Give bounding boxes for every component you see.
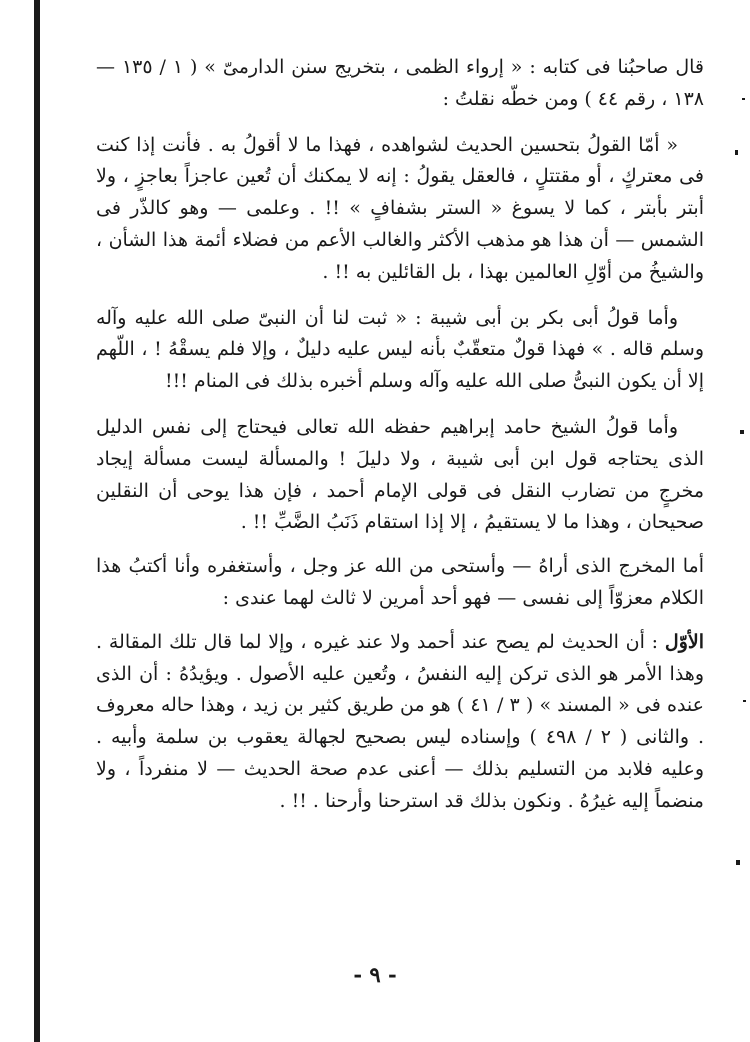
margin-mark	[740, 430, 744, 434]
margin-mark	[735, 150, 738, 155]
paragraph-quote: « أمّا القولُ بتحسين الحديث لشواهده ، فهذا ما لا أقولُ به . فأنت إذا كنت فى معتركٍ ، أو مقتتلٍ ، فالعقل يقولُ : إنه لا يمكنك أن تُعين عاجزاً بعاجزٍ ، ولا أبتر بأبتر ، كما لا يسوغ « الستر بشفافٍ » !! . وعلمى — وهو كالذّر فى الشمس — أن هذا هو مذهب الأكثر والغالب الأعم من فضلاء أئمة هذا الشأن ، والشيخُ من أوّلِ العالمين بهذا ، بل القائلين به !! .	[96, 133, 704, 283]
paragraph-ibn-abi-shaybah: وأما قولُ أبى بكر بن أبى شيبة : « ثبت لنا أن النبىّ صلى الله عليه وآله وسلم قاله . » فهذا قولٌ متعقّبٌ بأنه ليس عليه دليلٌ ، وإلا فلم يسقْهُ ! ، اللّهم إلا أن يكون النبىُّ صلى الله عليه وآله وسلم أخبره بذلك فى المنام !!!	[96, 306, 704, 393]
paragraph-solution: أما المخرج الذى أراهُ — وأستحى من الله عز وجل ، وأستغفره وأنا أكتبُ هذا الكلام معزوّاً إلى نفسى — فهو أحد أمرين لا ثالث لهما عندى :	[96, 555, 704, 609]
first-point-heading: الأوّل	[664, 630, 704, 653]
page-body	[96, 52, 704, 818]
page-number: - ٩ -	[353, 962, 397, 987]
margin-mark	[742, 98, 745, 100]
paragraph-first-point	[96, 627, 704, 818]
margin-mark	[736, 860, 740, 865]
page-edge-rule	[34, 0, 40, 1042]
paragraph-intro: قال صاحبُنا فى كتابه : « إرواء الظمى ، بتخريج سنن الدارمىّ » ( ١ / ١٣٥ — ١٣٨ ، رقم ٤٤ ) ومن خطّه نقلتُ :	[96, 56, 705, 110]
paragraph-hamid-ibrahim: وأما قولُ الشيخ حامد إبراهيم حفظه الله تعالى فيحتاج إلى نفس الدليل الذى يحتاجه قول ابن أبى شيبة ، ولا دليلَ ! والمسألة ليست مسألة إيجاد مخرجٍ من تضارب النقل فى قولى الإمام أحمد ، فإن هذا يوحى أن النقلين صحيحان ، وهذا ما لا يستقيمُ ، إلا إذا استقام ذَنَبُ الضَّبِّ !! .	[96, 415, 704, 534]
first-point-body: : أن الحديث لم يصح عند أحمد ولا عند غيره ، وإلا لما قال تلك المقالة . وهذا الأمر هو الذى تركن إليه النفسُ ، وتُعين عليه الأصول . ويؤيدُهُ : أن الذى عنده فى « المسند » ( ٣ / ٤١ ) هو من طريق كثير بن زيد ، وهذا حاله معروف . والثانى ( ٢ / ٤٩٨ ) وإسناده ليس بصحيح لجهالة يعقوب بن سلمة وأبيه . وعليه فلابد من التسليم بذلك — أعنى عدم صحة الحديث — لا منفرداً ، ولا منضماً إليه غيرُهُ . ونكون بذلك قد استرحنا وأرحنا . !! .	[96, 630, 704, 812]
margin-mark	[743, 700, 746, 702]
